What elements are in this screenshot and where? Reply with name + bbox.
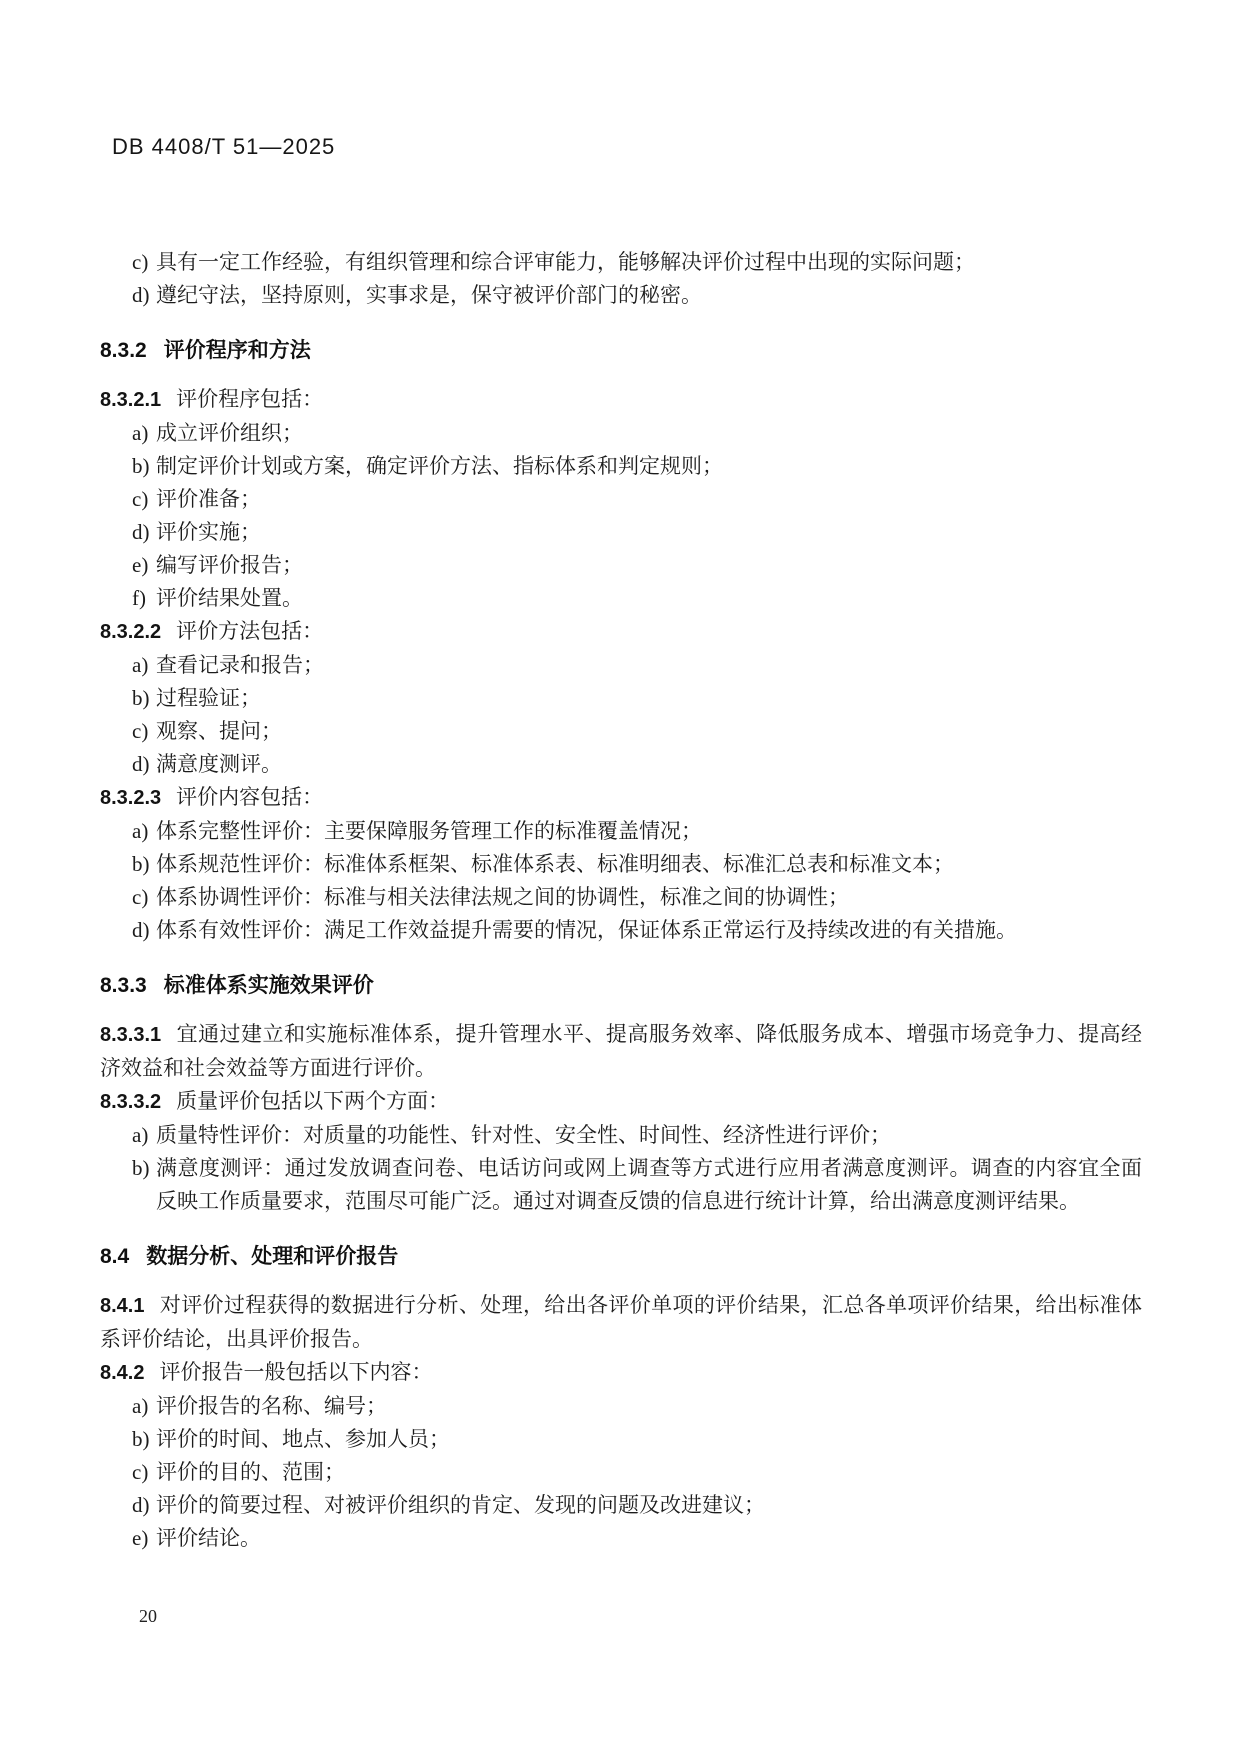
list-text: 遵纪守法，坚持原则，实事求是，保守被评价部门的秘密。	[156, 283, 702, 307]
list-text: 体系协调性评价：标准与相关法律法规之间的协调性，标准之间的协调性；	[156, 885, 849, 909]
section-number: 8.3.3	[100, 974, 147, 997]
clause-text: 宜通过建立和实施标准体系，提升管理水平、提高服务效率、降低服务成本、增强市场竞争力、提高经济效益和社会效益等方面进行评价。	[100, 1022, 1142, 1080]
list-text: 质量特性评价：对质量的功能性、针对性、安全性、时间性、经济性进行评价；	[156, 1123, 891, 1147]
section-heading	[100, 334, 1142, 367]
clause-number: 8.4.1	[100, 1295, 145, 1317]
list-marker: c)	[132, 719, 149, 743]
clause-text: 评价内容包括：	[176, 785, 324, 809]
list-text: 编写评价报告；	[156, 553, 303, 577]
list-marker: a)	[132, 653, 149, 677]
list-item	[100, 1119, 1142, 1152]
list-text: 满意度测评。	[156, 752, 282, 776]
list-marker: a)	[132, 421, 149, 445]
list-item	[100, 682, 1142, 715]
list-text: 制定评价计划或方案，确定评价方法、指标体系和判定规则；	[156, 454, 723, 478]
list-item	[100, 748, 1142, 781]
list-text: 评价的简要过程、对被评价组织的肯定、发现的问题及改进建议；	[156, 1493, 765, 1517]
list-text: 评价结果处置。	[156, 586, 303, 610]
clause-text: 评价方法包括：	[176, 619, 324, 643]
clause-text: 评价报告一般包括以下内容：	[159, 1360, 433, 1384]
list-text: 体系有效性评价：满足工作效益提升需要的情况，保证体系正常运行及持续改进的有关措施。	[156, 918, 1017, 942]
section-heading	[100, 969, 1142, 1002]
list-text: 查看记录和报告；	[156, 653, 324, 677]
list-marker: d)	[132, 1493, 150, 1517]
clause-number: 8.3.2.2	[100, 621, 162, 643]
list-marker: d)	[132, 520, 150, 544]
page-number: 20	[139, 1606, 157, 1626]
list-text: 评价的目的、范围；	[156, 1460, 345, 1484]
clause-text: 对评价过程获得的数据进行分析、处理，给出各评价单项的评价结果，汇总各单项评价结果，给出标准体系评价结论，出具评价报告。	[100, 1293, 1142, 1351]
list-item	[100, 279, 1142, 312]
list-text: 评价准备；	[156, 487, 261, 511]
list-item	[100, 417, 1142, 450]
list-marker: e)	[132, 1526, 149, 1550]
list-marker: b)	[132, 1427, 150, 1451]
list-text: 体系完整性评价：主要保障服务管理工作的标准覆盖情况；	[156, 819, 702, 843]
list-item	[100, 516, 1142, 549]
clause	[100, 1085, 1142, 1119]
list-marker: c)	[132, 885, 149, 909]
section-number: 8.4	[100, 1245, 130, 1268]
list-item	[100, 483, 1142, 516]
list-marker: b)	[132, 1156, 150, 1180]
document-body	[100, 246, 1142, 1555]
list-text: 体系规范性评价：标准体系框架、标准体系表、标准明细表、标准汇总表和标准文本；	[156, 852, 954, 876]
clause-number: 8.3.2.3	[100, 787, 162, 809]
list-item	[100, 1423, 1142, 1456]
list-item	[100, 1152, 1142, 1218]
list-marker: f)	[132, 586, 146, 610]
doc-code: DB 4408/T 51—2025	[112, 134, 336, 159]
list-marker: c)	[132, 1460, 149, 1484]
clause-number: 8.3.3.1	[100, 1024, 162, 1046]
list-item	[100, 450, 1142, 483]
list-item	[100, 848, 1142, 881]
list-item	[100, 246, 1142, 279]
list-item	[100, 1489, 1142, 1522]
list-item	[100, 715, 1142, 748]
list-marker: b)	[132, 686, 150, 710]
list-item	[100, 914, 1142, 947]
list-item	[100, 881, 1142, 914]
list-text: 过程验证；	[156, 686, 261, 710]
list-item	[100, 1522, 1142, 1555]
list-text: 满意度测评：通过发放调查问卷、电话访问或网上调查等方式进行应用者满意度测评。调查的内容宜全面反映工作质量要求，范围尽可能广泛。通过对调查反馈的信息进行统计计算，给出满意度测评结果。	[156, 1156, 1142, 1213]
list-marker: d)	[132, 752, 150, 776]
clause-number: 8.3.2.1	[100, 389, 162, 411]
clause	[100, 383, 1142, 417]
clause	[100, 781, 1142, 815]
list-marker: b)	[132, 454, 150, 478]
list-marker: d)	[132, 283, 150, 307]
section-title: 评价程序和方法	[163, 339, 311, 362]
list-text: 评价实施；	[156, 520, 261, 544]
section-title: 数据分析、处理和评价报告	[146, 1245, 399, 1268]
list-item	[100, 582, 1142, 615]
list-marker: c)	[132, 250, 149, 274]
section-heading	[100, 1240, 1142, 1273]
list-text: 成立评价组织；	[156, 421, 303, 445]
list-marker: a)	[132, 1123, 149, 1147]
clause-text: 评价程序包括：	[176, 387, 324, 411]
list-item	[100, 649, 1142, 682]
clause-number: 8.3.3.2	[100, 1091, 162, 1113]
clause	[100, 1356, 1142, 1390]
list-text: 观察、提问；	[156, 719, 282, 743]
clause	[100, 1289, 1142, 1356]
list-item	[100, 549, 1142, 582]
clause-number: 8.4.2	[100, 1362, 145, 1384]
list-marker: a)	[132, 819, 149, 843]
clause	[100, 615, 1142, 649]
list-marker: e)	[132, 553, 149, 577]
list-marker: d)	[132, 918, 150, 942]
list-marker: c)	[132, 487, 149, 511]
list-text: 评价报告的名称、编号；	[156, 1394, 387, 1418]
list-text: 评价的时间、地点、参加人员；	[156, 1427, 450, 1451]
list-text: 具有一定工作经验，有组织管理和综合评审能力，能够解决评价过程中出现的实际问题；	[156, 250, 975, 274]
section-title: 标准体系实施效果评价	[163, 974, 374, 997]
list-marker: a)	[132, 1394, 149, 1418]
list-item	[100, 1456, 1142, 1489]
clause-text: 质量评价包括以下两个方面：	[176, 1089, 450, 1113]
section-number: 8.3.2	[100, 339, 147, 362]
list-item	[100, 1390, 1142, 1423]
list-item	[100, 815, 1142, 848]
clause	[100, 1018, 1142, 1085]
list-text: 评价结论。	[156, 1526, 261, 1550]
list-marker: b)	[132, 852, 150, 876]
